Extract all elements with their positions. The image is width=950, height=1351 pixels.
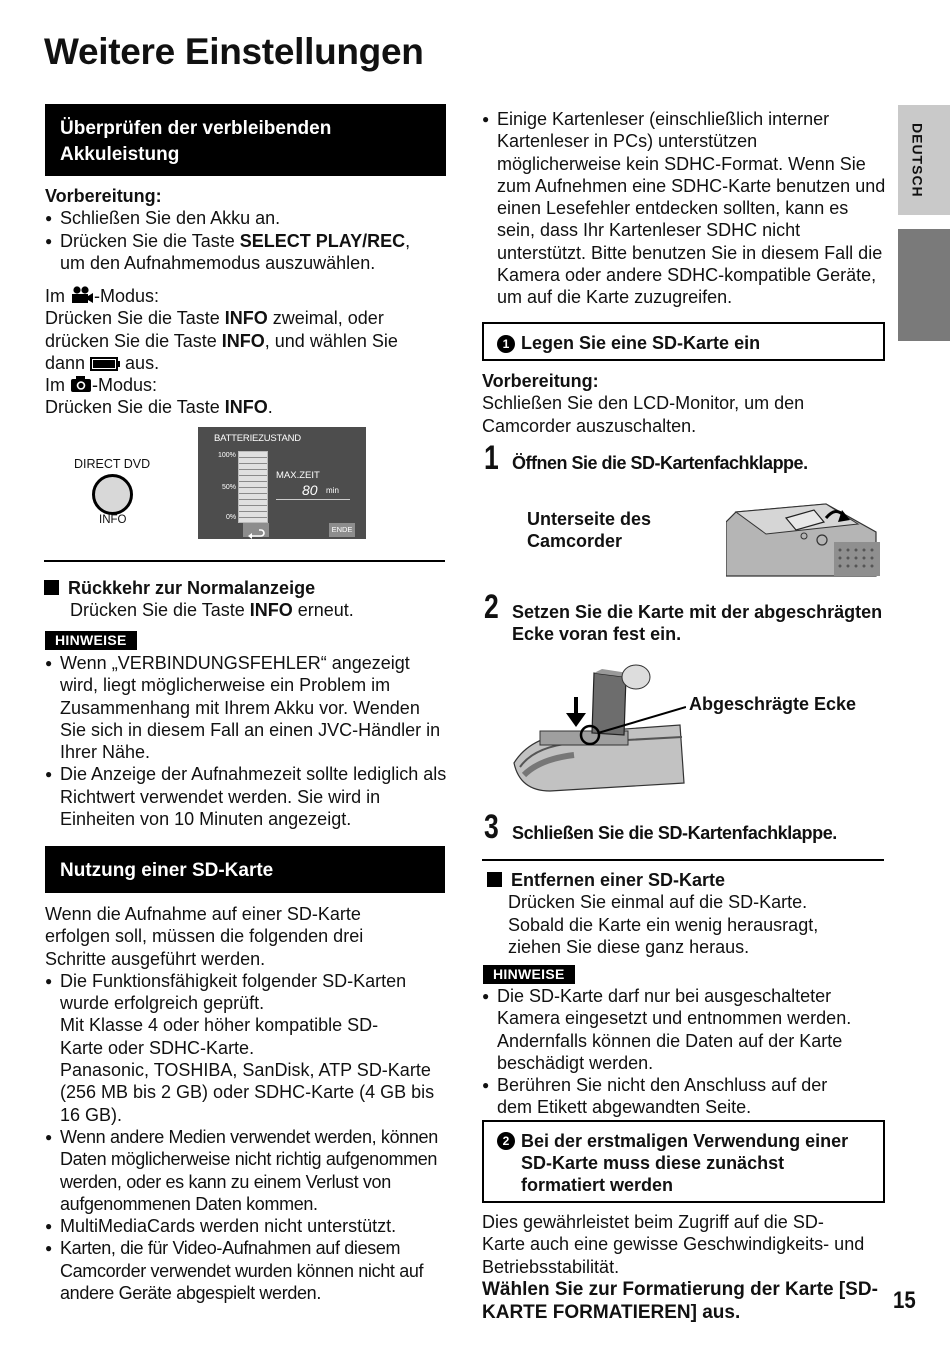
- format-instruction: Wählen Sie zur Formatierung der Karte [SD-KARTE FORMATIEREN] aus.: [482, 1278, 878, 1323]
- step-number: 1: [484, 439, 499, 477]
- page-number: 15: [893, 1287, 916, 1314]
- battery-icon: [90, 357, 120, 371]
- info-button-figure: [70, 455, 180, 535]
- level-label: 50%: [222, 484, 237, 491]
- language-tab: [898, 105, 950, 215]
- section-header-sd: [45, 846, 445, 893]
- rueckkehr-heading: Rückkehr zur Normalanzeige: [44, 577, 449, 599]
- list-item: ● MultiMediaCards werden nicht unterstützt.: [45, 1215, 450, 1237]
- prep-item-text: Schließen Sie den Akku an.: [60, 208, 281, 229]
- video-mode-text: dann aus.: [45, 352, 160, 373]
- divider: [44, 560, 445, 562]
- entfernen-text: Drücken Sie einmal auf die SD-Karte. Sobald die Karte ein wenig herausragt, ziehen Sie diese ganz heraus.: [508, 892, 819, 957]
- divider: [482, 859, 884, 861]
- back-button: [243, 523, 269, 537]
- insert-preparation: [482, 370, 886, 437]
- list-item-text: Mit Klasse 4 oder höher kompatible SD-Karte oder SDHC-Karte.: [60, 1015, 379, 1058]
- battery-level-bar: [238, 451, 268, 523]
- list-item: ● Berühren Sie nicht den Anschluss auf der dem Etikett abgewandten Seite.: [482, 1074, 886, 1119]
- entfernen-section: [487, 869, 885, 958]
- format-text: Dies gewährleistet beim Zugriff auf die SD-Karte auch eine gewisse Geschwindigkeits- und Betriebsstabilität.: [482, 1212, 865, 1277]
- return-arrow-icon: [243, 526, 269, 540]
- max-time-unit: min: [326, 486, 339, 495]
- circled-number-icon: 2: [497, 1132, 515, 1150]
- video-camera-icon: [70, 286, 94, 304]
- hinweise-label: HINWEISE: [483, 965, 575, 984]
- rueckkehr-section: [44, 577, 449, 622]
- prep-item-text: ,: [405, 230, 411, 251]
- list-item: ● Die SD-Karte darf nur bei ausgeschalteter Kamera eingesetzt und entnommen werden. Andernfalls können die Daten auf der Karte beschädigt werden.: [482, 985, 886, 1074]
- battery-status-screen: [198, 427, 366, 539]
- prep-label: Vorbereitung:: [482, 371, 599, 391]
- prep-item: [45, 230, 450, 275]
- list-item: ● Einige Kartenleser (einschließlich interner Kartenleser in PCs) unterstützen möglicherweise kein SDHC-Format. Wenn Sie zum Aufnehmen eine SDHC-Karte benutzen und einen Lesefehler entdecken sollten, kann es sein, dass Ihr Kartenleser SDHC nicht unterstützt. Bitte benutzen Sie in diesem Fall die Kamera oder andere SDHC-kompatible Geräte, um auf die Karte zuzugreifen.: [482, 108, 886, 309]
- section-header-akku: [45, 104, 446, 176]
- hinweise-list: [482, 985, 886, 1119]
- prep-item-text: Drücken Sie die Taste: [60, 230, 240, 251]
- end-button: ENDE: [329, 523, 355, 537]
- info-button: [92, 474, 133, 515]
- sd-intro: Wenn die Aufnahme auf einer SD-Karte erfolgen soll, müssen die folgenden drei Schritte ausgeführt werden.: [45, 904, 364, 969]
- step-text: Schließen Sie die SD-Kartenfachklappe.: [512, 823, 837, 843]
- video-mode-line: [45, 285, 450, 307]
- page-title: Weitere Einstellungen: [44, 31, 424, 72]
- step-box-insert: [482, 322, 885, 361]
- prep-label: Vorbereitung:: [45, 186, 162, 206]
- screen-title: BATTERIEZUSTAND: [214, 433, 301, 444]
- cardreader-note: [482, 108, 886, 309]
- step-box-format: [482, 1120, 885, 1203]
- akku-preparation: [45, 185, 450, 274]
- square-bullet-icon: [44, 580, 59, 595]
- mode-text: Im: [45, 286, 70, 306]
- max-time-value: 80: [302, 482, 318, 498]
- step-text: Öffnen Sie die SD-Kartenfachklappe.: [512, 453, 808, 473]
- circled-number-icon: 1: [497, 335, 515, 353]
- mode-text: -Modus:: [94, 286, 160, 306]
- hinweise-label: HINWEISE: [45, 631, 137, 650]
- sd-section-body: [45, 903, 450, 1304]
- list-item-text: ● Die Funktionsfähigkeit folgender SD-Karten wurde erfolgreich geprüft.: [60, 970, 407, 1014]
- photo-mode-line: Im -Modus:: [45, 375, 158, 396]
- step-box-content: [497, 1130, 871, 1196]
- max-time-label: MAX.ZEIT: [276, 470, 320, 481]
- photo-camera-icon: [70, 375, 92, 393]
- akku-mode-instructions: [45, 285, 450, 419]
- video-mode-text: drücken Sie die Taste INFO, und wählen Sie: [45, 330, 398, 351]
- side-tab-grey: [898, 229, 950, 341]
- video-mode-text: Drücken Sie die Taste INFO zweimal, oder: [45, 308, 384, 329]
- language-tab-label: DEUTSCH: [909, 123, 926, 198]
- section-header-akku-text: Überprüfen der verbleibenden Akkuleistung: [60, 118, 332, 165]
- figure-caption: Unterseite des Camcorder: [527, 509, 652, 551]
- format-section: [482, 1211, 886, 1324]
- list-item: ● Wenn „VERBINDUNGSFEHLER“ angezeigt wird, liegt möglicherweise ein Problem im Zusammenhang mit Ihrem Akku vor. Wenden Sie sich in diesem Fall an einen JVC-Händler in Ihrer Nähe.: [45, 652, 450, 763]
- prep-item-text: um den Aufnahmemodus auszuwählen.: [60, 252, 376, 273]
- photo-mode-text: Drücken Sie die Taste INFO.: [45, 397, 273, 418]
- card-insertion-illustration: [510, 663, 686, 795]
- prep-item: [45, 207, 450, 229]
- step-box-title: Legen Sie eine SD-Karte ein: [521, 333, 761, 353]
- list-item: ● Die Anzeige der Aufnahmezeit sollte lediglich als Richtwert verwendet werden. Sie wird in Einheiten von 10 Minuten angezeigt.: [45, 763, 450, 830]
- max-time-underline: [276, 499, 350, 500]
- prep-text: Schließen Sie den LCD-Monitor, um den Camcorder auszuschalten.: [482, 393, 805, 436]
- hinweise-badge: [483, 962, 575, 984]
- figure-caption: Abgeschrägte Ecke: [689, 694, 857, 714]
- key-name: SELECT PLAY/REC: [239, 230, 406, 251]
- section-header-sd-text: Nutzung einer SD-Karte: [60, 860, 274, 881]
- button-top-label: DIRECT DVD: [74, 457, 151, 471]
- level-label: 100%: [218, 452, 236, 459]
- level-label: 0%: [226, 514, 237, 521]
- hinweise-badge: [45, 628, 137, 650]
- list-item-text: Panasonic, TOSHIBA, SanDisk, ATP SD-Karte (256 MB bis 2 GB) oder SDHC-Karte (4 GB bis 16 GB).: [60, 1060, 435, 1125]
- step-box-title: Bei der erstmaligen Verwendung einer SD-Karte muss diese zunächst formatiert werden: [521, 1131, 849, 1195]
- list-item: ● Wenn andere Medien verwendet werden, können Daten möglicherweise nicht richtig aufgenommen werden, oder es kann zu einem Verlust von aufgenommenen Daten kommen.: [45, 1126, 450, 1215]
- square-bullet-icon: [487, 872, 502, 887]
- step-text: Setzen Sie die Karte mit der abgeschrägten Ecke voran fest ein.: [512, 602, 883, 644]
- list-item: [45, 970, 450, 1126]
- camcorder-underside-illustration: [726, 502, 882, 578]
- entfernen-heading: Entfernen einer SD-Karte: [487, 869, 885, 891]
- rueckkehr-text: Drücken Sie die Taste INFO erneut.: [70, 600, 354, 621]
- step-number: 2: [484, 588, 499, 626]
- button-bottom-label: INFO: [99, 514, 127, 526]
- hinweise-list: [45, 652, 450, 830]
- list-item: ● Karten, die für Video-Aufnahmen auf diesem Camcorder verwendet wurden können nicht auf andere Geräte abgespielt werden.: [45, 1237, 450, 1304]
- step-number: 3: [484, 808, 499, 846]
